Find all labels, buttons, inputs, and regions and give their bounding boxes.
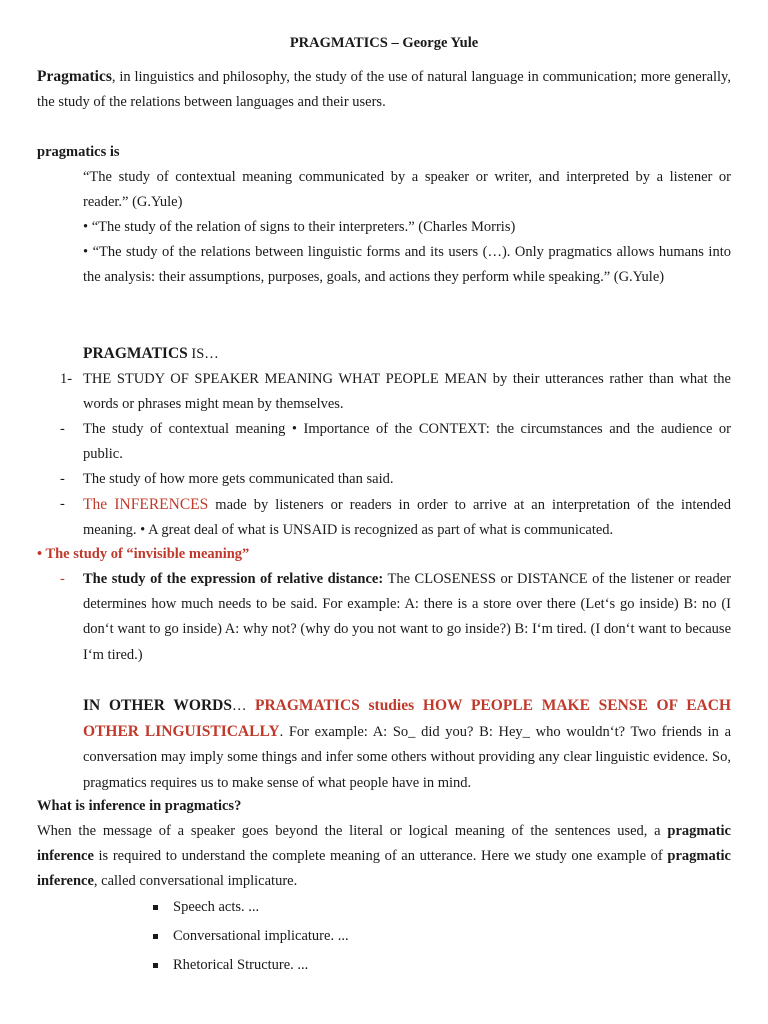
quote-morris: • “The study of the relation of signs to their interpreters.” (Charles Morris) xyxy=(83,219,516,235)
bullet-square-icon xyxy=(153,905,158,910)
list-marker-distance: - xyxy=(60,571,65,587)
relative-distance-paragraph xyxy=(83,567,731,668)
list-marker-2: - xyxy=(60,421,65,437)
bullet-square-icon xyxy=(153,934,158,939)
invisible-meaning-heading: • The study of “invisible meaning” xyxy=(37,546,250,562)
list-item-inferences xyxy=(83,492,731,543)
other-words-text: . For example: A: So_ did you? B: Hey_ who wouldn‘t? Two friends in a conversation may imply some things and infer some others without providing any clear linguistic evidence. So, pragmatics requires us to make sense of what people have in mind. xyxy=(83,724,731,791)
pragmatics-is-bold: PRAGMATICS xyxy=(83,345,188,362)
inferences-text: made by listeners or readers in order to arrive at an interpretation of the intended meaning. • A great deal of what is UNSAID is recognized as part of what is communicated. xyxy=(83,497,731,539)
other-words-highlight: PRAGMATICS studies HOW PEOPLE MAKE SENSE OF EACH OTHER LINGUISTICALLY xyxy=(83,697,732,741)
document-title: PRAGMATICS – George Yule xyxy=(289,35,479,51)
bullet-speech-acts: Speech acts. ... xyxy=(173,899,260,915)
inference-bold-1: pragmatic inference xyxy=(37,823,731,865)
list-marker-4: - xyxy=(60,496,65,512)
bullet-conversational-implicature: Conversational implicature. ... xyxy=(173,928,349,944)
intro-text: , in linguistics and philosophy, the study of the use of natural language in communication; more generally, the study of the relations between languages and their users. xyxy=(37,69,731,111)
inference-bold-2: pragmatic inference xyxy=(37,848,731,890)
pragmatics-is-subheading xyxy=(83,341,731,367)
list-marker-3: - xyxy=(60,471,65,487)
pragmatics-is-rest: IS… xyxy=(187,346,219,362)
list-item-speaker-meaning: THE STUDY OF SPEAKER MEANING WHAT PEOPLE MEAN by their utterances rather than what the words or phrases might mean by themselves. xyxy=(83,371,731,413)
quote-yule-2: • “The study of the relations between linguistic forms and its users (…). Only pragmatics allows humans into the analysis: their assumptions, purposes, goals, and actions they perform while speaking.” (G.Yule) xyxy=(83,244,731,286)
other-words-ellipsis: … xyxy=(231,698,255,714)
other-words-paragraph xyxy=(83,693,731,796)
inference-text-1: When the message of a speaker goes beyond the literal or logical meaning of the sentences used, a xyxy=(37,823,668,839)
relative-distance-bold: The study of the expression of relative distance: xyxy=(83,571,384,587)
quote-yule-1: “The study of contextual meaning communicated by a speaker or writer, and interpreted by a listener or reader.” (G.Yule) xyxy=(83,169,731,211)
bullet-rhetorical-structure: Rhetorical Structure. ... xyxy=(173,957,309,973)
inference-paragraph xyxy=(37,819,731,895)
list-item-contextual-meaning: The study of contextual meaning • Importance of the CONTEXT: the circumstances and the audience or public. xyxy=(83,421,731,463)
list-item-communicated: The study of how more gets communicated than said. xyxy=(83,471,394,487)
intro-term: Pragmatics xyxy=(37,68,112,85)
inferences-highlight: The INFERENCES xyxy=(83,496,209,513)
inference-text-3: , called conversational implicature. xyxy=(93,873,298,890)
other-words-bold: IN OTHER WORDS xyxy=(83,697,232,714)
bullet-square-icon xyxy=(153,963,158,968)
inference-text-2: is required to understand the complete meaning of an utterance. Here we study one example of xyxy=(93,848,668,865)
pragmatics-is-heading: pragmatics is xyxy=(37,144,120,160)
inference-heading: What is inference in pragmatics? xyxy=(37,798,242,814)
intro-paragraph xyxy=(37,64,731,115)
list-marker-1: 1- xyxy=(60,371,73,387)
relative-distance-text: The CLOSENESS or DISTANCE of the listener or reader determines how much needs to be said. For example: A: there is a store over there (Let‘s go inside) B: no (I don‘t want to go inside) A: why not? (why do you not want to go inside?) B: I‘m tired. (I don‘t want to because I‘m tired.) xyxy=(83,571,731,663)
